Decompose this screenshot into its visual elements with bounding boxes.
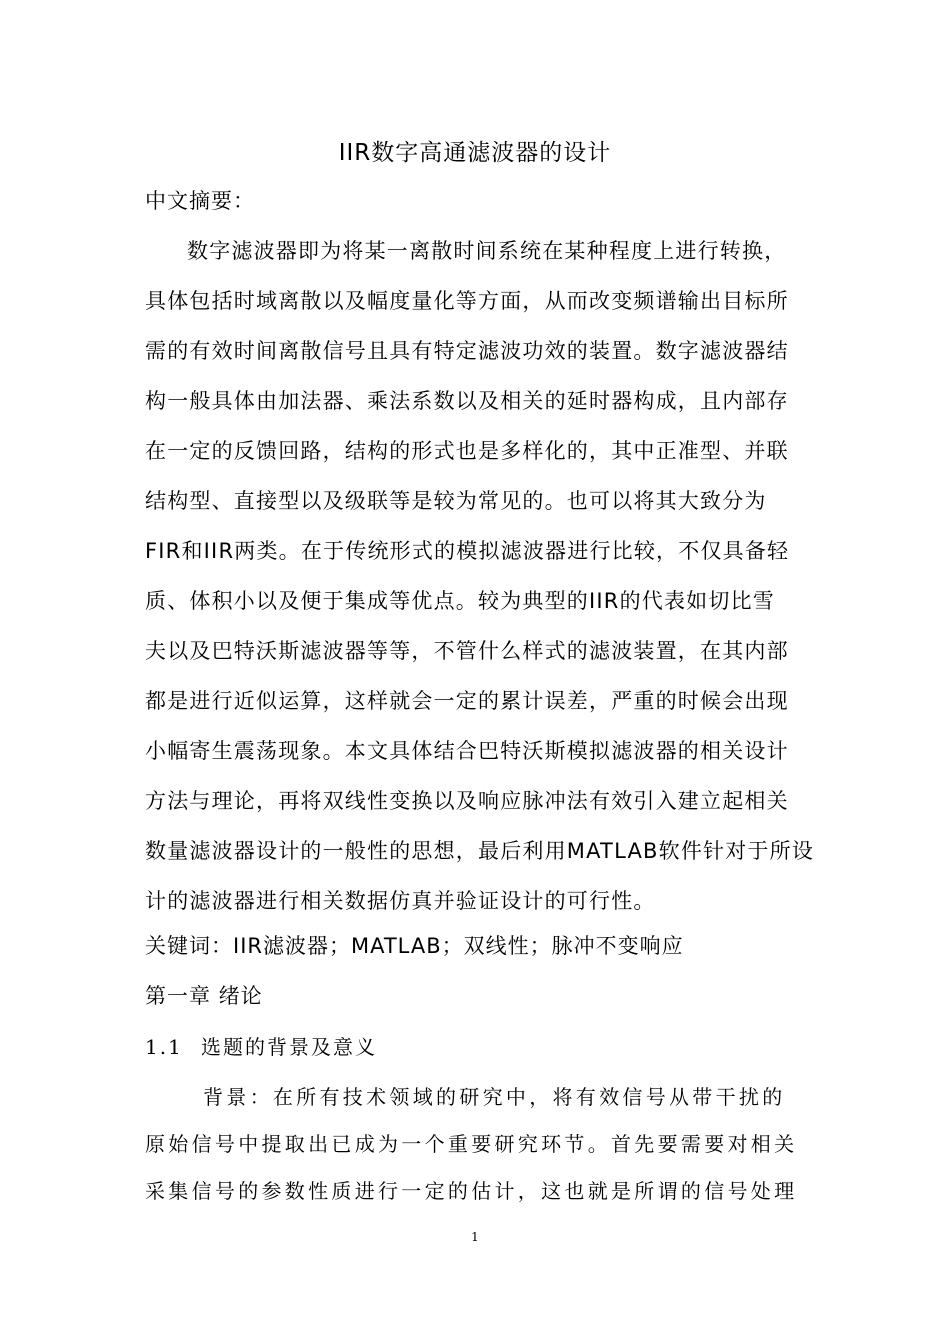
abstract-line: FIR和IIR两类。在于传统形式的模拟滤波器进行比较，不仅具备轻 bbox=[145, 539, 790, 563]
background-line: 采集信号的参数性质进行一定的估计，这也就是所谓的信号处理 bbox=[145, 1179, 798, 1203]
abstract-line: 构一般具体由加法器、乘法系数以及相关的延时器构成，且内部存 bbox=[145, 389, 789, 413]
abstract-line: 结构型、直接型以及级联等是较为常见的。也可以将其大致分为 bbox=[145, 489, 767, 513]
keywords-line: 关键词：IIR滤波器；MATLAB；双线性；脉冲不变响应 bbox=[145, 934, 684, 958]
abstract-line: 需的有效时间离散信号且具有特定滤波功效的装置。数字滤波器结 bbox=[145, 339, 789, 363]
abstract-line: 夫以及巴特沃斯滤波器等等，不管什么样式的滤波装置，在其内部 bbox=[145, 639, 789, 663]
abstract-line: 都是进行近似运算，这样就会一定的累计误差，严重的时候会出现 bbox=[145, 689, 789, 713]
page-number: 1 bbox=[471, 1230, 479, 1244]
background-line: 背景：在所有技术领域的研究中，将有效信号从带干扰的 bbox=[203, 1085, 786, 1109]
abstract-line: 计的滤波器进行相关数据仿真并验证设计的可行性。 bbox=[145, 889, 656, 913]
abstract-line: 数字滤波器即为将某一离散时间系统在某种程度上进行转换， bbox=[187, 239, 787, 263]
document-title: IIR数字高通滤波器的设计 bbox=[338, 140, 612, 166]
abstract-line: 小幅寄生震荡现象。本文具体结合巴特沃斯模拟滤波器的相关设计 bbox=[145, 739, 789, 763]
abstract-line: 具体包括时域离散以及幅度量化等方面，从而改变频谱输出目标所 bbox=[145, 289, 789, 313]
section-number: 1.1 bbox=[145, 1035, 183, 1059]
section-heading bbox=[145, 1032, 377, 1062]
abstract-line: 数量滤波器设计的一般性的思想，最后利用MATLAB软件针对于所设 bbox=[145, 839, 815, 863]
chapter-heading: 第一章 绪论 bbox=[145, 984, 263, 1008]
abstract-line: 方法与理论，再将双线性变换以及响应脉冲法有效引入建立起相关 bbox=[145, 789, 789, 813]
abstract-paragraph bbox=[145, 233, 815, 933]
abstract-line: 在一定的反馈回路，结构的形式也是多样化的，其中正准型、并联 bbox=[145, 439, 789, 463]
abstract-line: 质、体积小以及便于集成等优点。较为典型的IIR的代表如切比雪 bbox=[145, 589, 775, 613]
section-title: 选题的背景及意义 bbox=[201, 1035, 377, 1059]
abstract-label: 中文摘要： bbox=[145, 189, 255, 213]
background-line: 原始信号中提取出已成为一个重要研究环节。首先要需要对相关 bbox=[145, 1132, 798, 1156]
background-paragraph bbox=[145, 1081, 815, 1222]
